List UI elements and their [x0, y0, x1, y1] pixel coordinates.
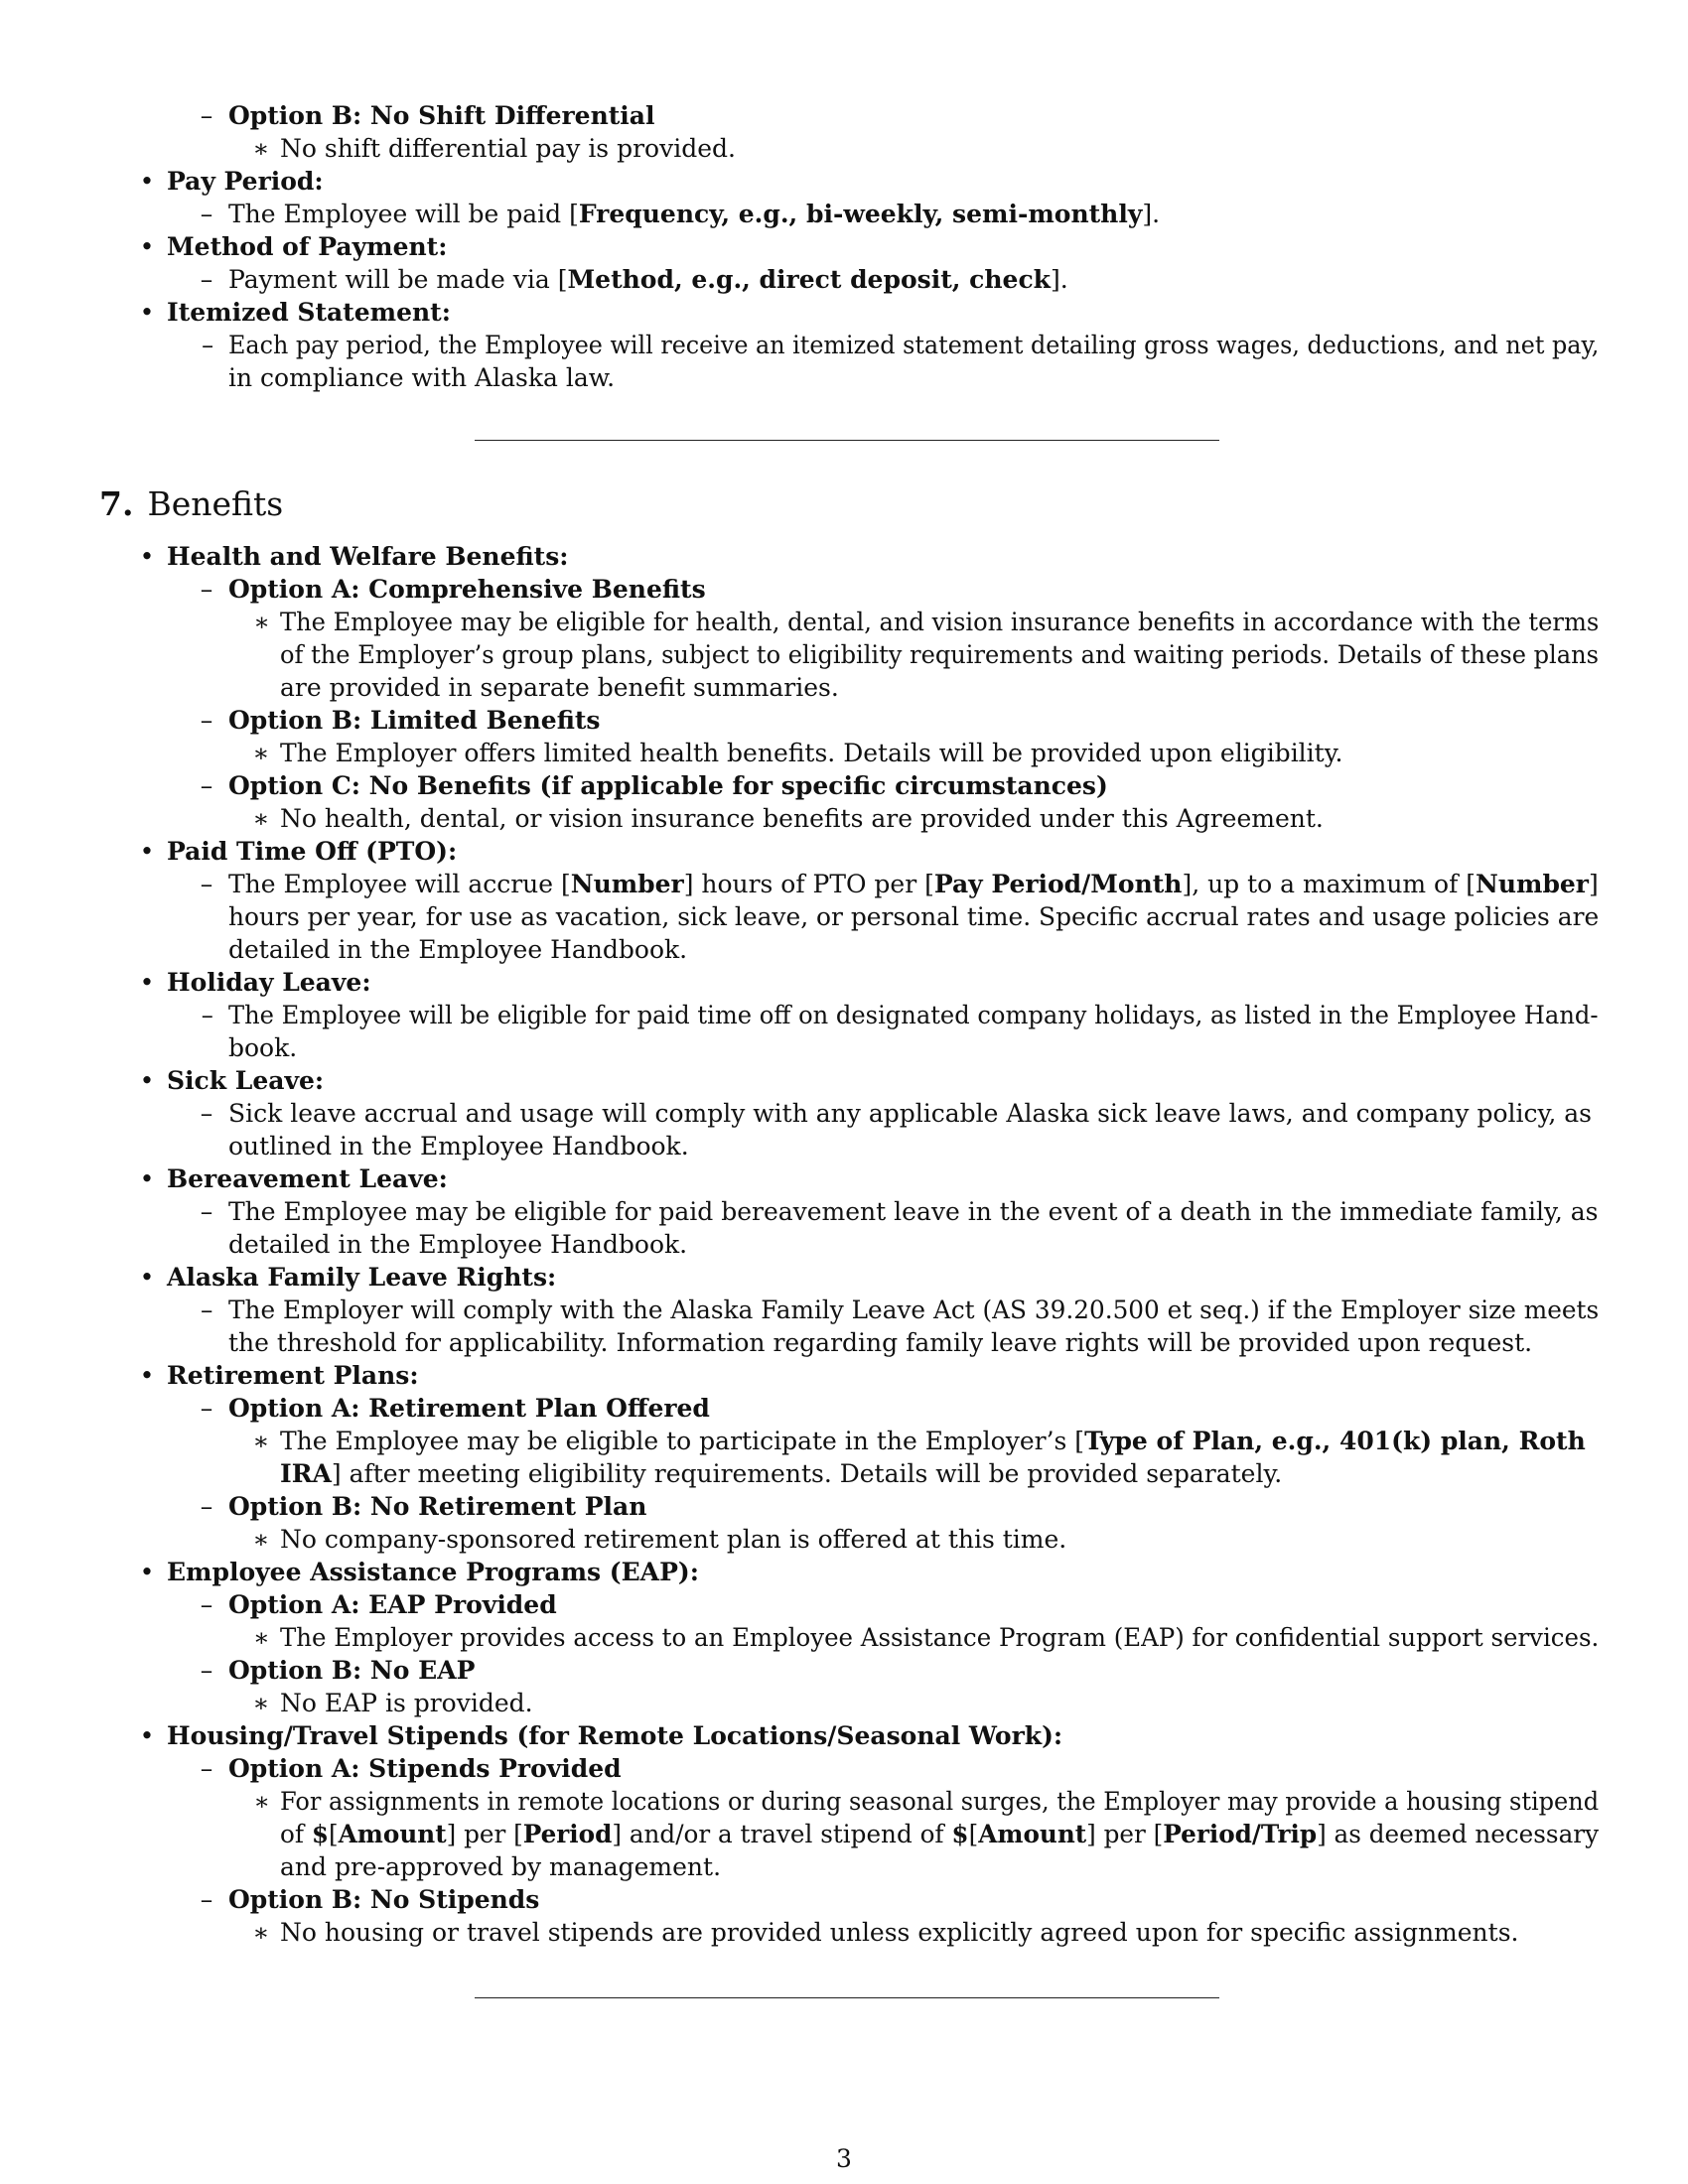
- stipends-option-a: – Option A: Stipends Provided: [200, 1754, 622, 1783]
- sick-leave-item: • Sick Leave:: [139, 1066, 325, 1095]
- section-divider: [475, 1997, 1219, 1998]
- family-leave-item: • Alaska Family Leave Rights:: [139, 1263, 557, 1292]
- health-option-a: – Option A: Comprehensive Benefits: [200, 575, 706, 604]
- document-page: – Option B: No Shift Differential ∗ No shift differential pay is provided. • Pay Period: – The Employee will be paid [Frequency, e.g., bi-weekly, semi-monthly]. • Method of Payment: – Payment will be made via [Method, e.g., direct deposit, check]. • Itemized Statement: – Each pay period, the Employee will receive an itemized statement detailing gross wages, deductions, and net pay, in compliance with Alaska law. 7. Benefits • Health and Welfare Benefits: – Option A: Comprehensive Benefits ∗ The Employee may be eligible for health, dental, and vision insurance benefits in accordance with the terms of the Employer’s group plans, subject to eligibility requirements and waiting periods. Details of these plans are provided in separate benefit summaries. – Option B: Limited Benefits ∗ The Employer offers limited health benefits. Details will be provided upon eligibility. – Option C: No Benefits (if applicable for specific circumstances) ∗ No health, dental, or vision insurance benefits are provided under this Agreement. • Paid Time Off (PTO): – The Employee will accrue [Number] hours of PTO per [Pay Period/Month], up to a maximum of [Number] hours per year, for use as vacation, sick leave, or personal time. Specific accrual rates and usage policies are detailed in the Employee Handbook. • Holiday Leave: – The Employee will be eligible for paid time off on designated company holidays, as listed in the Employee Hand- book. • Sick Leave: – Sick leave accrual and usage will comply with any applicable Alaska sick leave laws, and company policy, as outlined in the Employee Handbook. • Bereavement Leave: – The Employee may be eligible for paid bereavement leave in the event of a death in the immediate family, as detailed in the Employee Handbook. • Alaska Family Leave Rights: – The Employer will comply with the Alaska Family Leave Act (AS 39.20.500 et seq.) if the Employer size meets the threshold for applicability. Information regarding family leave rights will be provided upon request. • Retirement Plans: – Option A: Retirement Plan Offered ∗ The Employee may be eligible to participate in the Employer’s [Type of Plan, e.g., 401(k) plan, Roth IRA] after meeting eligibility requirements. Details will be provided separately. – Option B: No Retirement Plan ∗ No company-sponsored retirement plan is offered at this time. • Employee Assistance Programs (EAP): – Option A: EAP Provided ∗ The Employer provides access to an Employee Assistance Program (EAP) for confidential support services. – Option B: No EAP ∗ No EAP is provided. • Housing/Travel Stipends (for Remote Locations/Seasonal Work): – Option A: Stipends Provided ∗ For assignments in remote locations or during seasonal surges, the Employer may provide a housing stipend of $[Amount] per [Period] and/or a travel stipend of $[Amount] per [Period/Trip] as deemed necessary and pre-approved by management. – Option B: No Stipends ∗ No housing or travel stipends are provided unless explicitly agreed upon for specific assignments. 3: [0, 0, 1688, 2184]
- method-of-payment-text: – Payment will be made via [Method, e.g., direct deposit, check].: [200, 265, 1068, 294]
- bullet-marker: •: [139, 167, 155, 196]
- stipends-item: • Housing/Travel Stipends (for Remote Locations/Seasonal Work):: [139, 1721, 1063, 1750]
- dash-marker: –: [200, 101, 213, 130]
- retirement-plans-item: • Retirement Plans:: [139, 1361, 419, 1390]
- itemized-statement-item: • Itemized Statement:: [139, 298, 451, 327]
- retirement-option-a: – Option A: Retirement Plan Offered: [200, 1394, 710, 1423]
- pay-period-item: • Pay Period:: [139, 167, 324, 196]
- shift-option-b: [200, 99, 655, 132]
- itemized-statement-text: – Each pay period, the Employee will receive an itemized statement detailing gross wages, deductions, and net pay,: [202, 331, 1600, 359]
- retirement-option-b: – Option B: No Retirement Plan: [200, 1492, 647, 1521]
- eap-item: • Employee Assistance Programs (EAP):: [139, 1558, 699, 1586]
- section-divider: [475, 440, 1219, 441]
- stipends-option-b: – Option B: No Stipends: [200, 1885, 540, 1914]
- eap-option-a: – Option A: EAP Provided: [200, 1590, 557, 1619]
- shift-option-b-text: ∗ No shift differential pay is provided.: [252, 134, 736, 163]
- bereavement-leave-item: • Bereavement Leave:: [139, 1164, 448, 1193]
- health-welfare-item: • Health and Welfare Benefits:: [139, 542, 569, 571]
- health-option-c: – Option C: No Benefits (if applicable for specific circumstances): [200, 771, 1108, 800]
- health-option-b: – Option B: Limited Benefits: [200, 706, 601, 735]
- method-of-payment-item: • Method of Payment:: [139, 232, 448, 261]
- pto-item: • Paid Time Off (PTO):: [139, 837, 458, 866]
- pay-period-text: – The Employee will be paid [Frequency, e.g., bi-weekly, semi-monthly].: [200, 200, 1161, 228]
- eap-option-b: – Option B: No EAP: [200, 1656, 476, 1685]
- holiday-leave-item: • Holiday Leave:: [139, 968, 371, 997]
- option-title: Option B: No Shift Differential: [228, 101, 655, 130]
- section-heading: 7. Benefits: [99, 484, 284, 523]
- star-marker: ∗: [252, 134, 270, 163]
- page-number: 3: [836, 2144, 852, 2173]
